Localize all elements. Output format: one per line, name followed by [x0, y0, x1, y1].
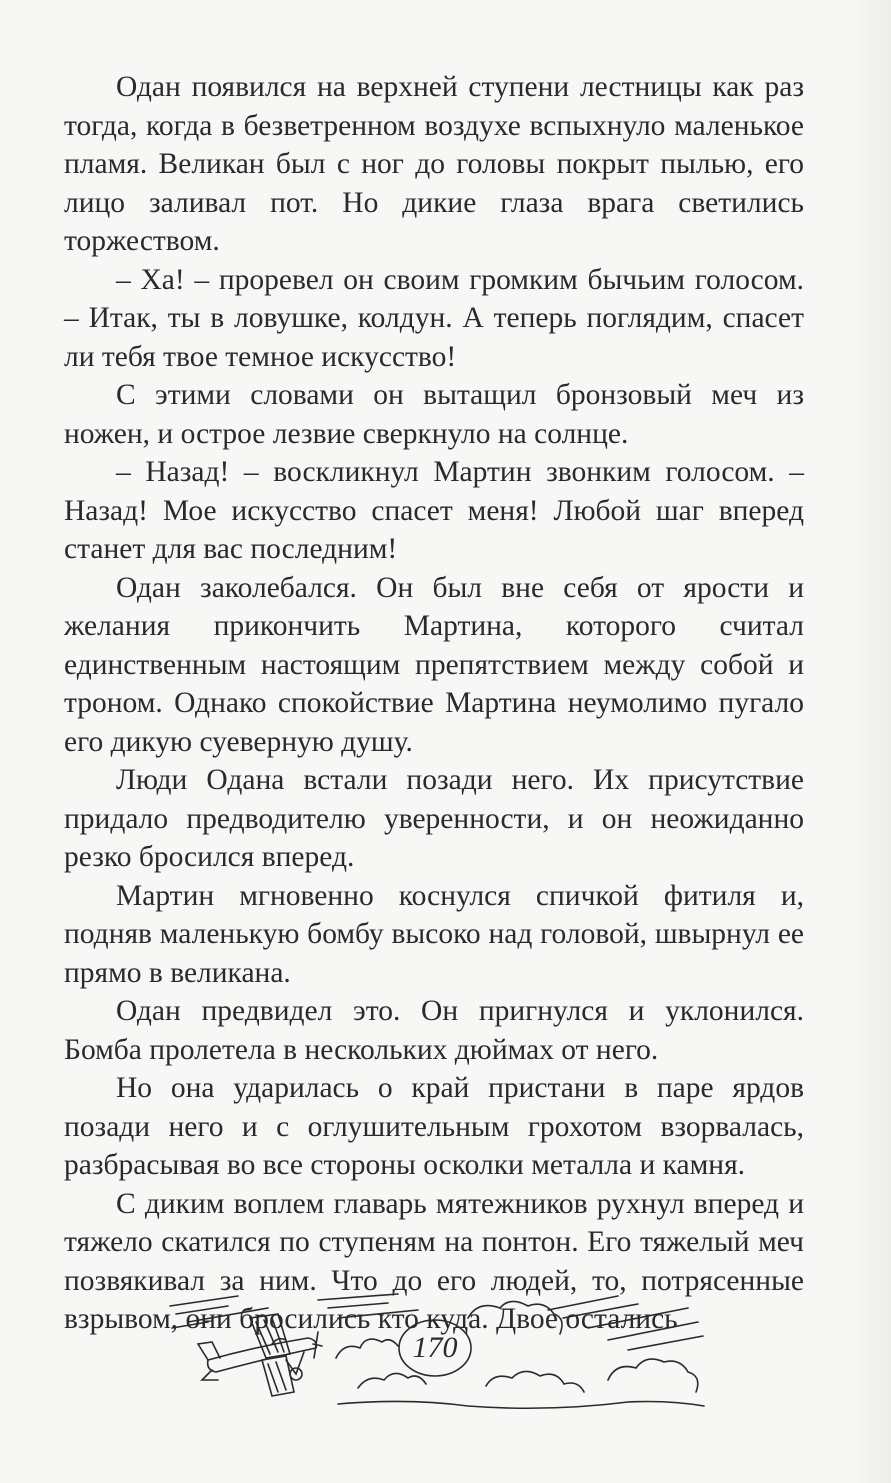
paragraph: – Ха! – проревел он своим громким бычьим голосом. – Итак, ты в ловушке, колдун. А теперь поглядим, спасет ли тебя твое темное искусство! — [64, 263, 804, 373]
paragraph: С этими словами он вытащил бронзовый меч из ножен, и острое лезвие сверкнуло на солнце. — [64, 379, 804, 450]
paragraph: Одан заколебался. Он был вне себя от ярости и желания прикончить Мартина, которого считал единственным настоящим препятствием между собой и троном. Однако спокойствие Мартина неумолимо пугало его дикую суеверную душу. — [64, 571, 804, 758]
paragraph: Одан предвидел это. Он пригнулся и уклонился. Бомба пролетела в нескольких дюймах от него. — [64, 995, 804, 1066]
paragraph: С диким воплем главарь мятежников рухнул вперед и тяжело скатился по ступеням на понтон. Его тяжелый меч позвякивал за ним. Что до его людей, то, потрясенные взрывом, они бросились кто куда. Двое остались — [64, 1187, 804, 1335]
paragraph: Одан появился на верхней ступени лестницы как раз тогда, когда в безветренном воздухе вспыхнуло маленькое пламя. Великан был с ног до головы покрыт пылью, его лицо заливал пот. Но дикие глаза врага светились торжеством. — [64, 71, 804, 257]
paragraph: Мартин мгновенно коснулся спичкой фитиля и, подняв маленькую бомбу высоко над головой, швырнул ее прямо в великана. — [64, 879, 804, 989]
page-edge-shadow — [853, 0, 891, 1483]
paragraph: Люди Одана встали позади него. Их присутствие придало предводителю уверенности, и он неожиданно резко бросился вперед. — [64, 764, 804, 873]
page-number: 170 — [412, 1331, 458, 1364]
body-text — [64, 68, 804, 1339]
paragraph: – Назад! – воскликнул Мартин звонким голосом. – Назад! Мое искусство спасет меня! Любой шаг вперед станет для вас последним! — [64, 456, 804, 565]
paragraph: Но она ударилась о край пристани в паре ярдов позади него и с оглушительным грохотом взорвалась, разбрасывая во все стороны осколки металла и камня. — [64, 1072, 804, 1181]
